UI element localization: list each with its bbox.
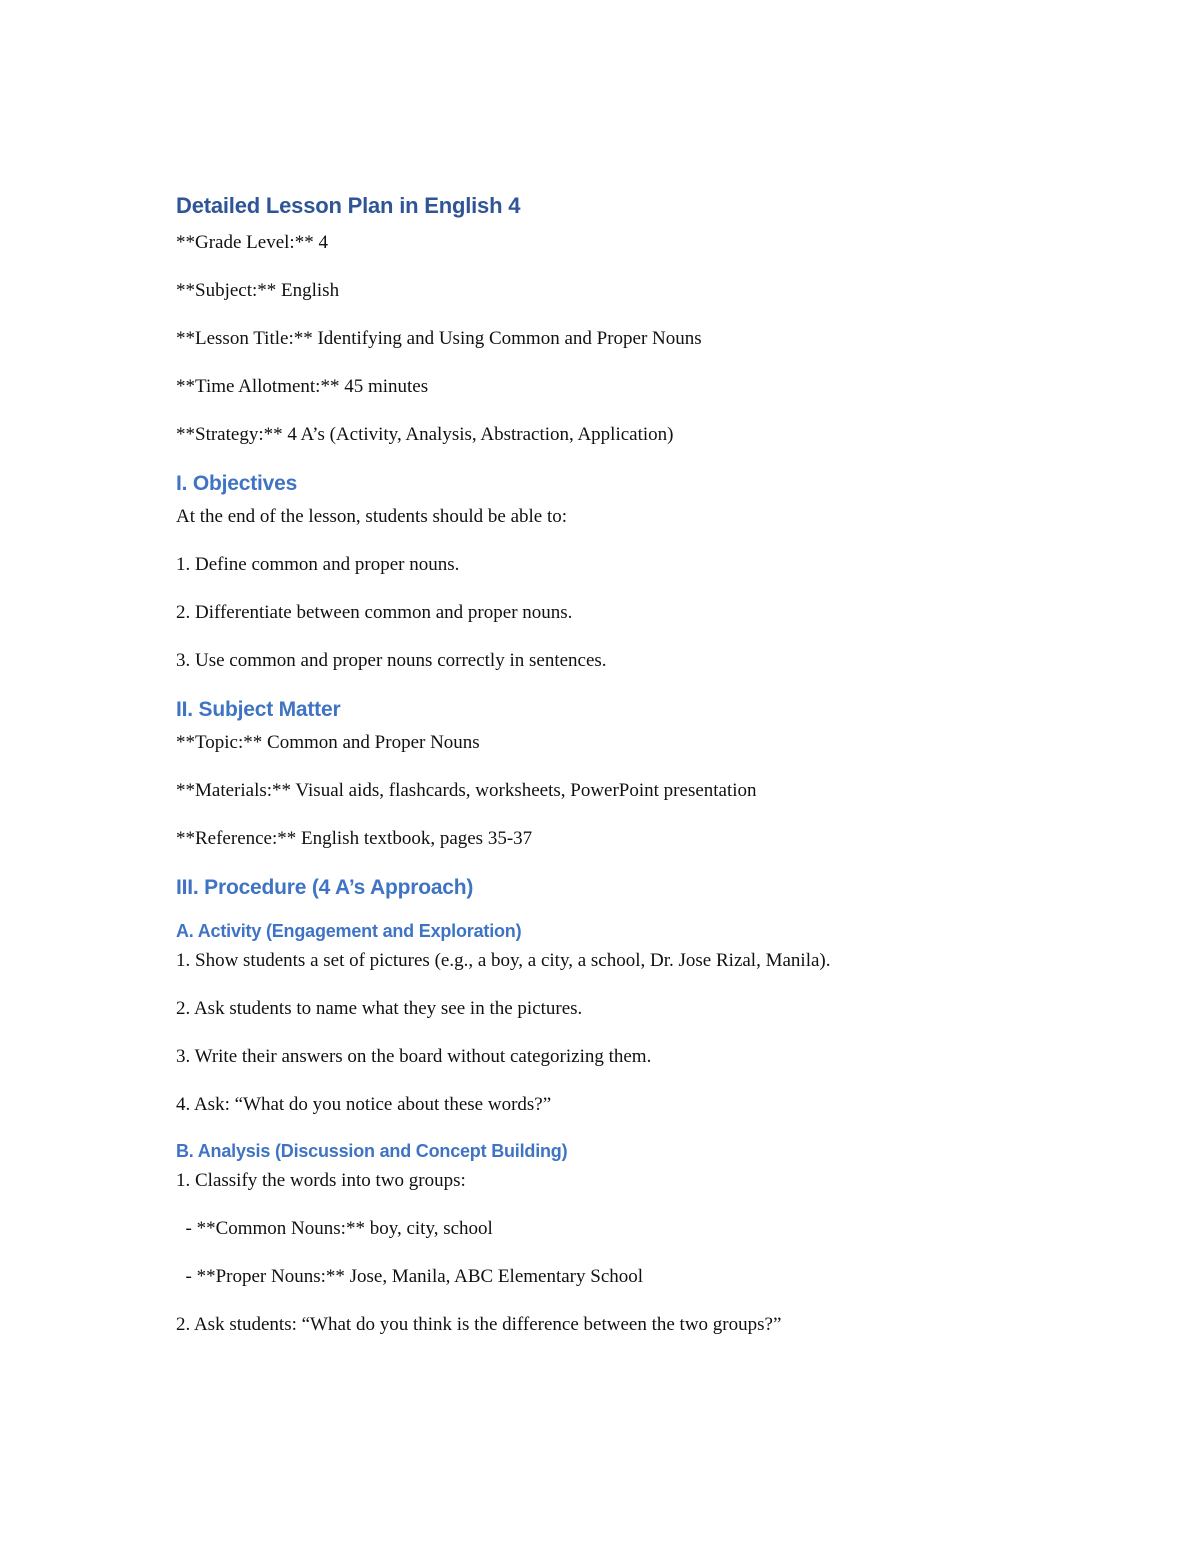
- document-title: Detailed Lesson Plan in English 4: [176, 193, 521, 218]
- activity-item: 3. Write their answers on the board without categorizing them.: [176, 1046, 652, 1067]
- activity-item: 1. Show students a set of pictures (e.g., a boy, a city, a school, Dr. Jose Rizal, Manila).: [176, 950, 831, 971]
- strategy-line: **Strategy:** 4 A’s (Activity, Analysis, Abstraction, Application): [176, 424, 674, 445]
- analysis-subitem-common: - **Common Nouns:** boy, city, school: [176, 1218, 493, 1239]
- objectives-heading: I. Objectives: [176, 472, 298, 495]
- subject-matter-heading: II. Subject Matter: [176, 698, 341, 721]
- lesson-title-line: **Lesson Title:** Identifying and Using Common and Proper Nouns: [176, 328, 702, 349]
- analysis-item: 1. Classify the words into two groups:: [176, 1170, 466, 1191]
- reference-line: **Reference:** English textbook, pages 35-37: [176, 828, 533, 849]
- analysis-heading: B. Analysis (Discussion and Concept Building): [176, 1141, 568, 1161]
- activity-heading: A. Activity (Engagement and Exploration): [176, 921, 522, 941]
- analysis-subitem-proper: - **Proper Nouns:** Jose, Manila, ABC Elementary School: [176, 1266, 644, 1287]
- procedure-heading: III. Procedure (4 A’s Approach): [176, 876, 474, 899]
- objective-item: 3. Use common and proper nouns correctly in sentences.: [176, 650, 607, 671]
- activity-item: 4. Ask: “What do you notice about these words?”: [176, 1094, 552, 1115]
- objective-item: 1. Define common and proper nouns.: [176, 554, 460, 575]
- topic-line: **Topic:** Common and Proper Nouns: [176, 732, 480, 753]
- objective-item: 2. Differentiate between common and proper nouns.: [176, 602, 573, 623]
- objectives-intro: At the end of the lesson, students should be able to:: [176, 506, 568, 527]
- time-allotment-line: **Time Allotment:** 45 minutes: [176, 376, 429, 397]
- grade-level-line: **Grade Level:** 4: [176, 232, 328, 253]
- subject-line: **Subject:** English: [176, 280, 340, 301]
- activity-item: 2. Ask students to name what they see in the pictures.: [176, 998, 583, 1019]
- materials-line: **Materials:** Visual aids, flashcards, worksheets, PowerPoint presentation: [176, 780, 757, 801]
- document-body: [176, 188, 1036, 1362]
- analysis-item: 2. Ask students: “What do you think is the difference between the two groups?”: [176, 1314, 782, 1335]
